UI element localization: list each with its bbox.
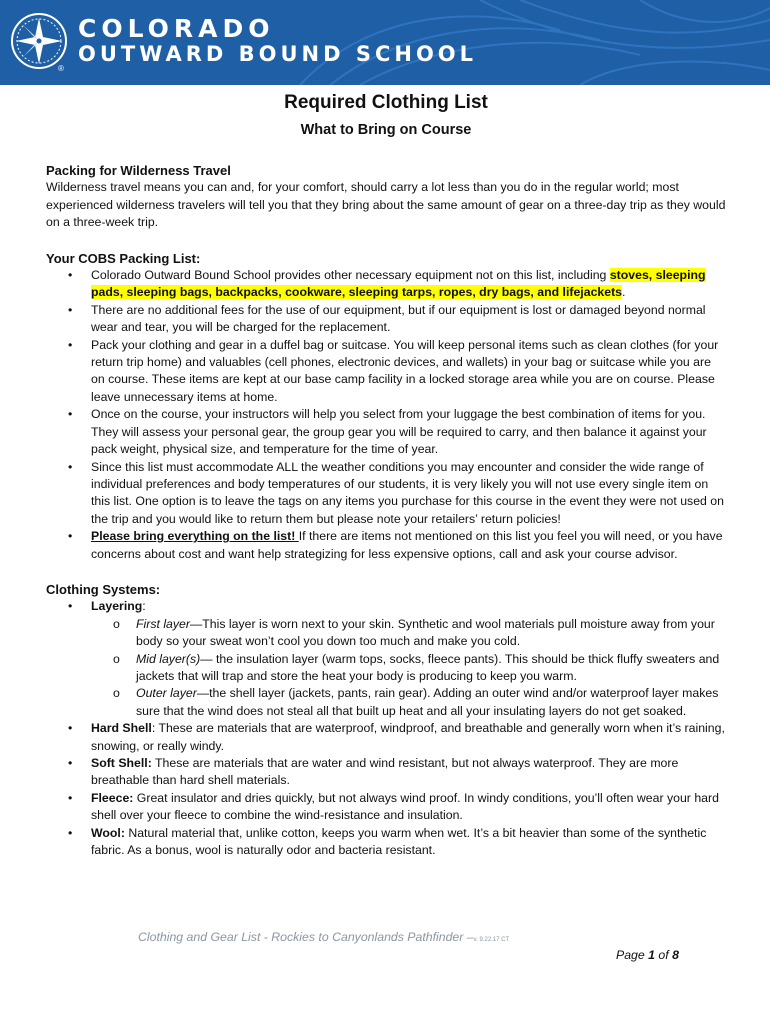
packing-paragraph: Wilderness travel means you can and, for your comfort, should carry a lot less than you do in the regular world; most experienced wilderness travelers will tell you that they bring about the same amount of gear on a three-day trip as they would on a three-week trip.	[46, 180, 726, 230]
term-mid-layer: Mid layer(s)	[136, 651, 201, 666]
registered-mark: ®	[58, 64, 64, 73]
list-item: • Hard Shell: These are materials that are waterproof, windproof, and breathable and generally worn when it’s raining, snowing, or really windy.	[68, 721, 725, 753]
term-hard-shell: Hard Shell	[91, 721, 152, 736]
list-item: • Fleece: Great insulator and dries quickly, but not always wind proof. In windy conditions, you’ll often wear your hard shell over your fleece to combine the wind-resistance and insulation.	[68, 790, 719, 823]
page-number: Page 1 of 8	[616, 948, 679, 962]
list-item: • Colorado Outward Bound School provides other necessary equipment not on this list, including stoves, sleeping pads, sleeping bags, backpacks, cookware, sleeping tarps, ropes, dry bags, and lifejackets.	[68, 268, 706, 300]
brand-name-line2: OUTWARD BOUND SCHOOL	[78, 42, 478, 66]
page-subtitle: What to Bring on Course	[300, 122, 472, 138]
term-wool: Wool:	[91, 825, 125, 840]
section-heading-packing: Packing for Wilderness Travel	[46, 163, 231, 178]
sub-bullet-icon: o	[113, 651, 120, 666]
bullet-icon: •	[68, 459, 73, 474]
bullet-icon: •	[68, 337, 73, 352]
list-item: • Soft Shell: These are materials that are water and wind resistant, but not always waterproof. They are more breathable than hard shell materials.	[68, 756, 679, 788]
sub-list-item: o First layer—This layer is worn next to your skin. Synthetic and wool materials pull moisture away from your body so your sweat won’t cool you down too much and make you cold.	[113, 616, 715, 649]
section-heading-cobs: Your COBS Packing List:	[46, 250, 201, 266]
term-outer-layer: Outer layer	[136, 686, 197, 701]
sub-list-item: o Outer layer—the shell layer (jackets, pants, rain gear). Adding an outer wind and/or waterproof layer makes sure that the wind does not steal all that built up heat and all your insulating layers do not get soaked.	[113, 686, 719, 718]
clothing-list	[46, 598, 726, 859]
term-soft-shell: Soft Shell:	[91, 756, 152, 770]
list-item: • Please bring everything on the list! If there are items not mentioned on this list you feel you will need, or you have concerns about cost and want help strategizing for less expensive options, call and ask your course advisor.	[68, 529, 723, 561]
bullet-icon: •	[68, 268, 73, 283]
term-first-layer: First layer	[136, 616, 190, 631]
brand-name-line1: COLORADO	[78, 14, 275, 43]
cobs-list	[46, 267, 726, 563]
compass-rose-icon	[10, 12, 68, 70]
list-item: • Once on the course, your instructors will help you select from your luggage the best combination of items for you. They will assess your personal gear, the group gear you will be required to carry, and then balance it against your pack weight, physical size, and temperature for the time of year.	[68, 407, 707, 457]
sub-bullet-icon: o	[113, 616, 120, 631]
version-label: v. 9.22.17 CT	[473, 937, 510, 943]
list-item: • Layering:	[46, 598, 726, 615]
list-item: • Since this list must accommodate ALL the weather conditions you may encounter and consider the wide range of individual preferences and body temperatures of our students, it is very likely you will not use every single item on this list. One option is to leave the tags on any items you purchase for this course in the event they were not used on the trip and you would like to return them but please note your retailers’ return policies!	[68, 459, 724, 526]
page-title: Required Clothing List	[284, 92, 488, 113]
bullet-icon: •	[68, 825, 73, 840]
page-header	[0, 0, 770, 85]
list-item: • Wool: Natural material that, unlike cotton, keeps you warm when wet. It’s a bit heavier than some of the synthetic fabric. As a bonus, wool is naturally odor and bacteria resistant.	[68, 825, 707, 858]
footer-text: Clothing and Gear List - Rockies to Canyonlands Pathfinder –v. 9.22.17 CT	[138, 930, 510, 944]
list-item: • Pack your clothing and gear in a duffel bag or suitcase. You will keep personal items such as clean clothes (for your return trip home) and valuables (cell phones, electronic devices, and wallets) in your bag or suitcase while you are on course. These items are kept at our base camp facility in a locked storage area while you are on course. Please leave unnecessary items at home.	[68, 337, 719, 404]
term-layering: Layering	[91, 599, 143, 614]
bullet-icon: •	[68, 790, 73, 805]
term-fleece: Fleece:	[91, 790, 134, 805]
bullet-icon: •	[68, 599, 73, 614]
section-heading-clothing: Clothing Systems:	[46, 581, 161, 597]
sub-bullet-icon: o	[113, 686, 120, 701]
bullet-icon: •	[68, 756, 73, 770]
bullet-icon: •	[68, 529, 73, 544]
bullet-icon: •	[68, 302, 73, 317]
bullet-icon: •	[68, 721, 73, 736]
highlighted-equipment: stoves, sleeping pads, sleeping bags, backpacks, cookware, sleeping tarps, ropes, dry bags, and lifejackets	[91, 268, 706, 300]
sub-list-item: o Mid layer(s)— the insulation layer (warm tops, socks, fleece pants). This should be thick fluffy sweaters and jackets that will trap and store the heat your body is producing to keep you warm.	[113, 651, 720, 683]
document-body	[46, 88, 726, 859]
bullet-icon: •	[68, 407, 73, 422]
list-item: • There are no additional fees for the use of our equipment, but if our equipment is lost or damaged beyond normal wear and tear, you will be charged for the replacement.	[68, 302, 706, 335]
underlined-notice: Please bring everything on the list!	[91, 529, 299, 544]
